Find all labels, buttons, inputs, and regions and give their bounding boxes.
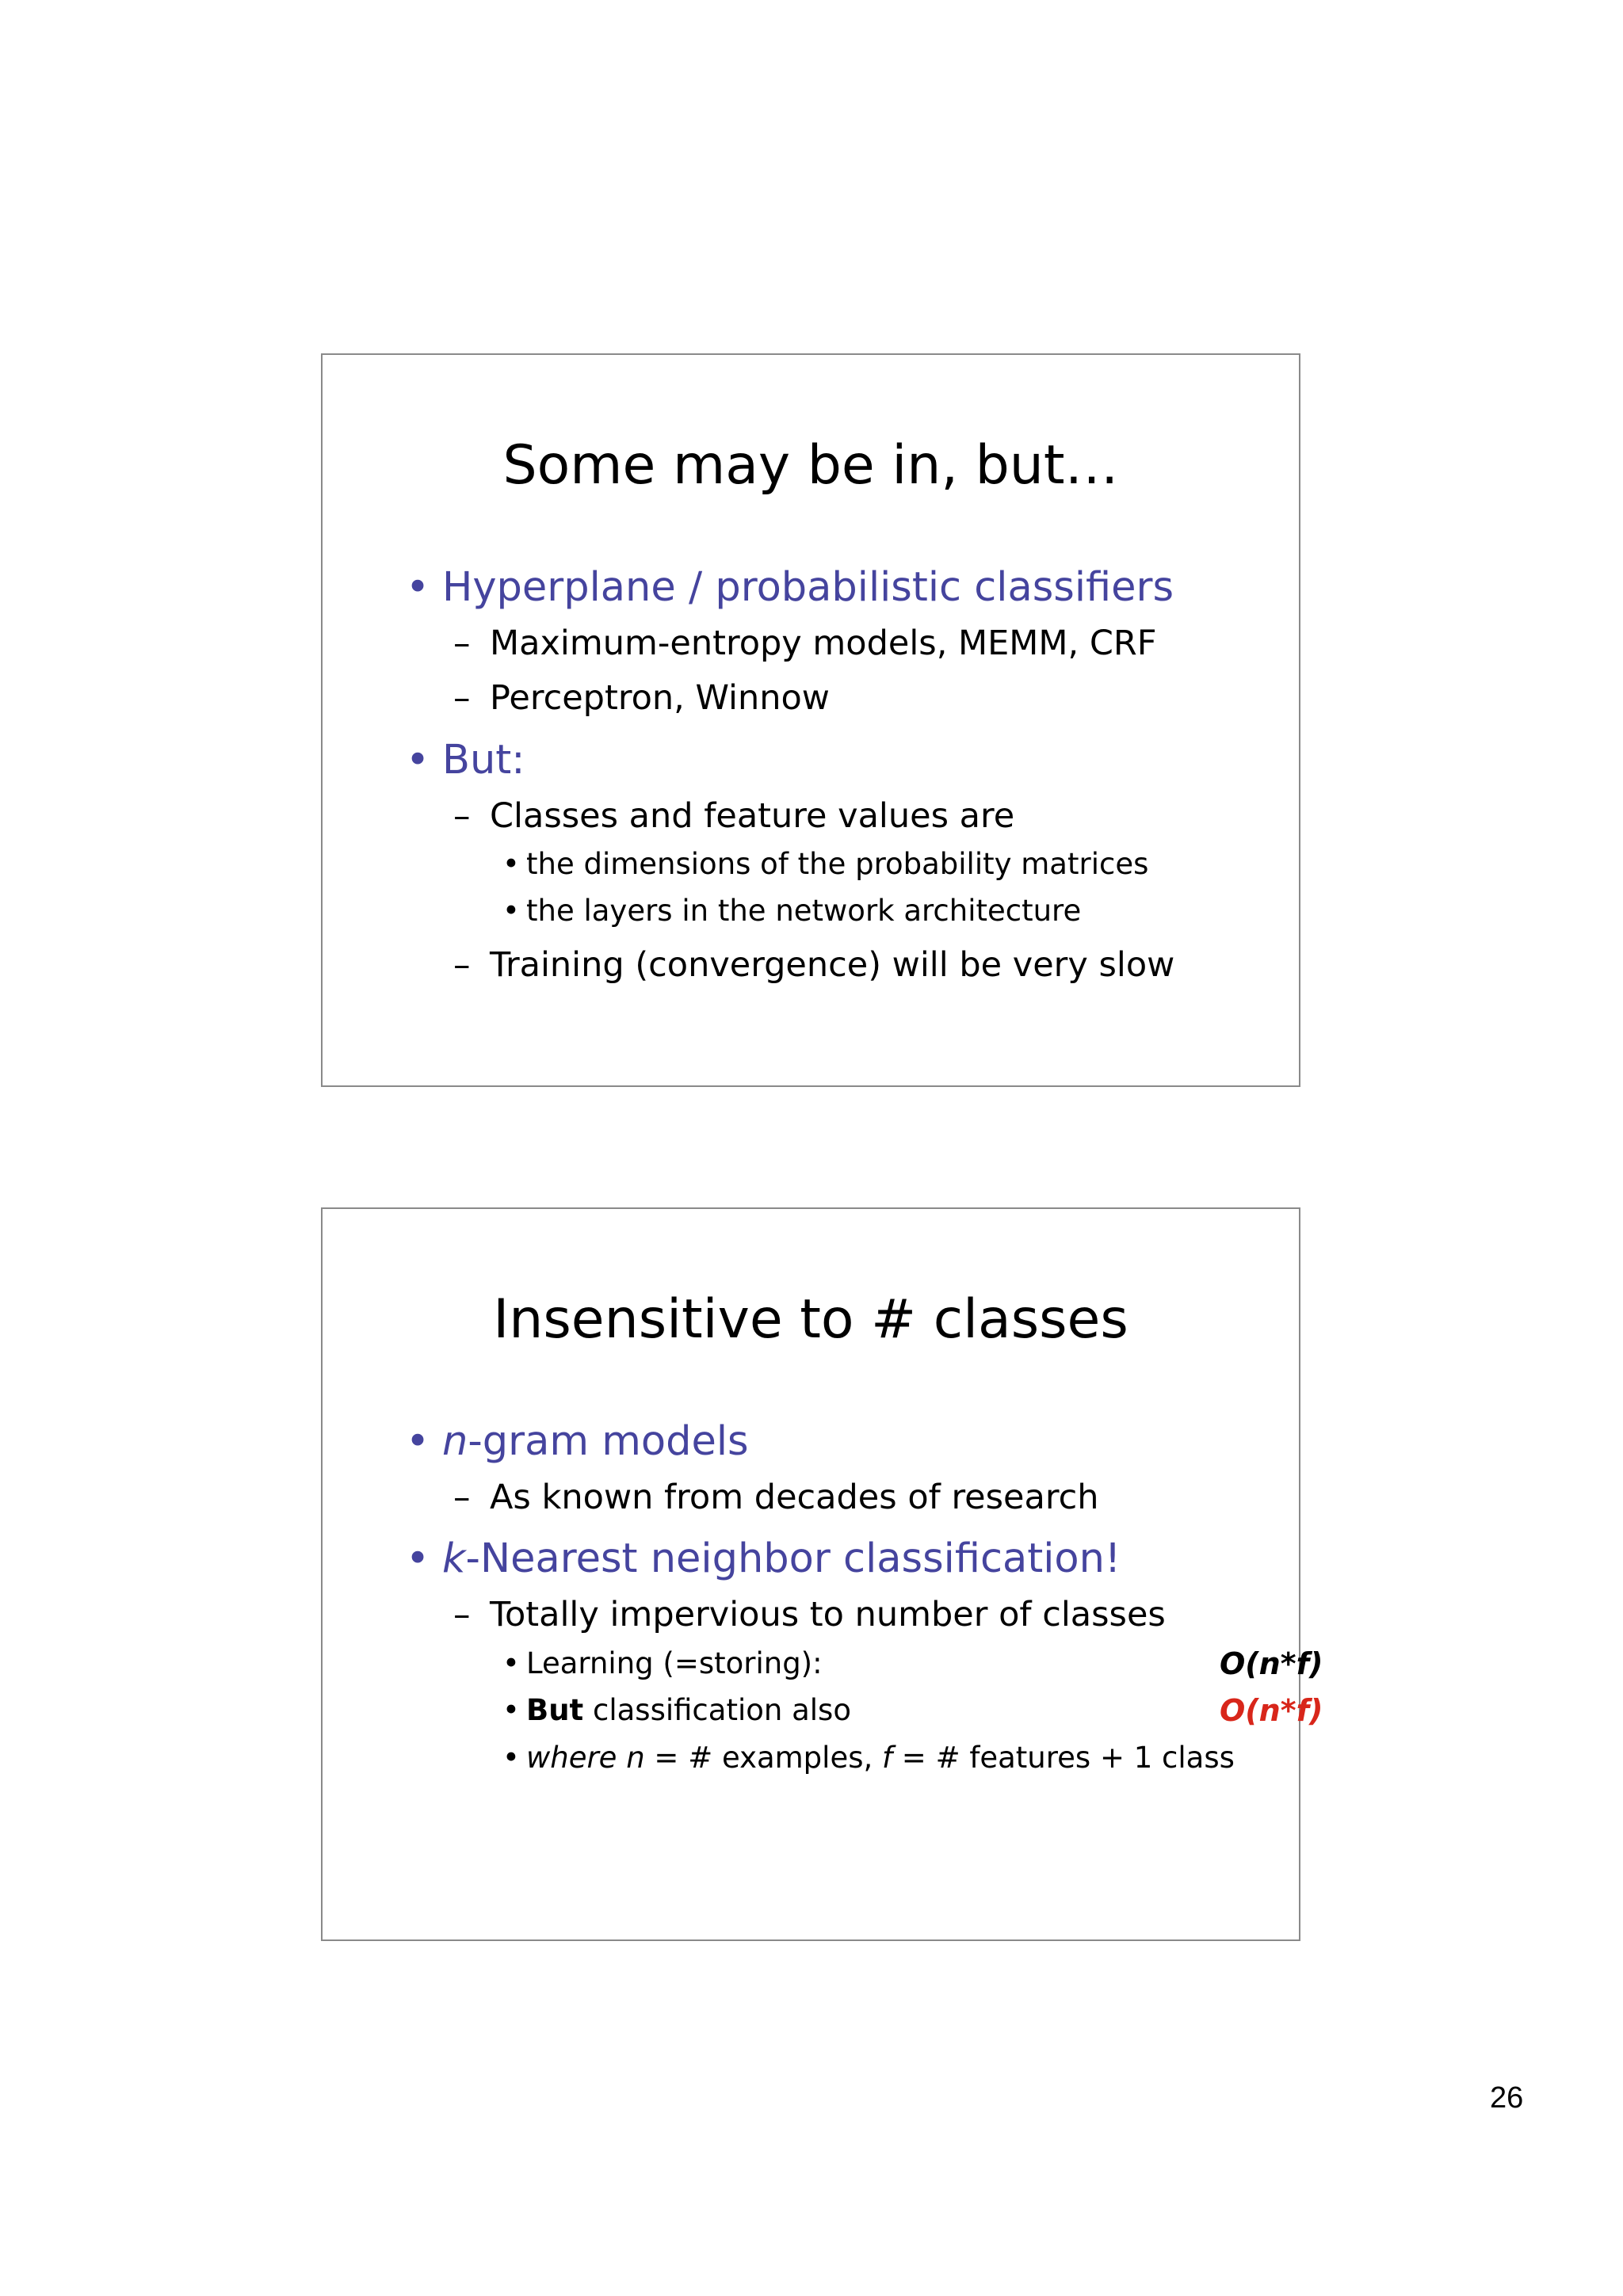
bullet-marker: • [502, 894, 520, 928]
bullet-marker: • [502, 847, 520, 881]
bullet-text: But: [442, 737, 525, 784]
sub-item-text: Totally impervious to number of classes [490, 1595, 1166, 1634]
learning-label: Learning (=storing): [526, 1646, 823, 1680]
page-number: 26 [1490, 2081, 1524, 2115]
variable-f: f [882, 1741, 893, 1775]
bullet-marker: • [502, 1646, 520, 1680]
dash-marker: – [453, 1478, 471, 1517]
slide-title: Insensitive to # classes [493, 1288, 1128, 1351]
sub-item-text: Classes and feature values are [490, 796, 1015, 836]
sub-item-text: As known from decades of research [490, 1478, 1099, 1517]
where-text: where [526, 1741, 627, 1775]
classification-text [526, 1692, 851, 1729]
bullet-text [442, 1418, 749, 1466]
classification-label: classification also [583, 1693, 851, 1727]
bullet-text-rest: -gram models [468, 1418, 749, 1465]
learning-complexity: O(n*f) [1220, 1646, 1323, 1681]
dash-marker: – [453, 1595, 471, 1634]
sub-sub-item-text: the layers in the network architecture [526, 894, 1082, 928]
sub-item-text: Training (convergence) will be very slow [490, 945, 1175, 985]
dash-marker: – [453, 624, 471, 663]
dash-marker: – [453, 945, 471, 985]
sub-item-text: Maximum-entropy models, MEMM, CRF [490, 624, 1157, 663]
bullet-text [442, 1535, 1121, 1583]
examples-text: = # examples, [644, 1741, 883, 1775]
italic-variable: n [442, 1418, 468, 1465]
slide-title: Some may be in, but… [502, 434, 1119, 497]
variable-definitions [526, 1740, 1235, 1776]
bullet-marker: • [406, 564, 430, 611]
dash-marker: – [453, 678, 471, 718]
bullet-marker: • [406, 1418, 430, 1465]
slide-some-may-be-in [321, 353, 1300, 1087]
slide-insensitive-to-classes [321, 1207, 1323, 1941]
dash-marker: – [453, 796, 471, 836]
sub-sub-item-text: the dimensions of the probability matrices [526, 847, 1149, 881]
bullet-marker: • [502, 1693, 520, 1727]
bullet-text: Hyperplane / probabilistic classifiers [442, 564, 1174, 611]
bullet-text-rest: -Nearest neighbor classification! [465, 1535, 1121, 1582]
bullet-marker: • [502, 1741, 520, 1775]
but-label: But [526, 1693, 584, 1727]
classification-complexity: O(n*f) [1220, 1693, 1323, 1728]
italic-variable: k [442, 1535, 466, 1582]
features-text: = # features + 1 class [892, 1741, 1235, 1775]
bullet-marker: • [406, 737, 430, 784]
sub-item-text: Perceptron, Winnow [490, 678, 830, 718]
bullet-marker: • [406, 1535, 430, 1582]
variable-n: n [626, 1741, 645, 1775]
